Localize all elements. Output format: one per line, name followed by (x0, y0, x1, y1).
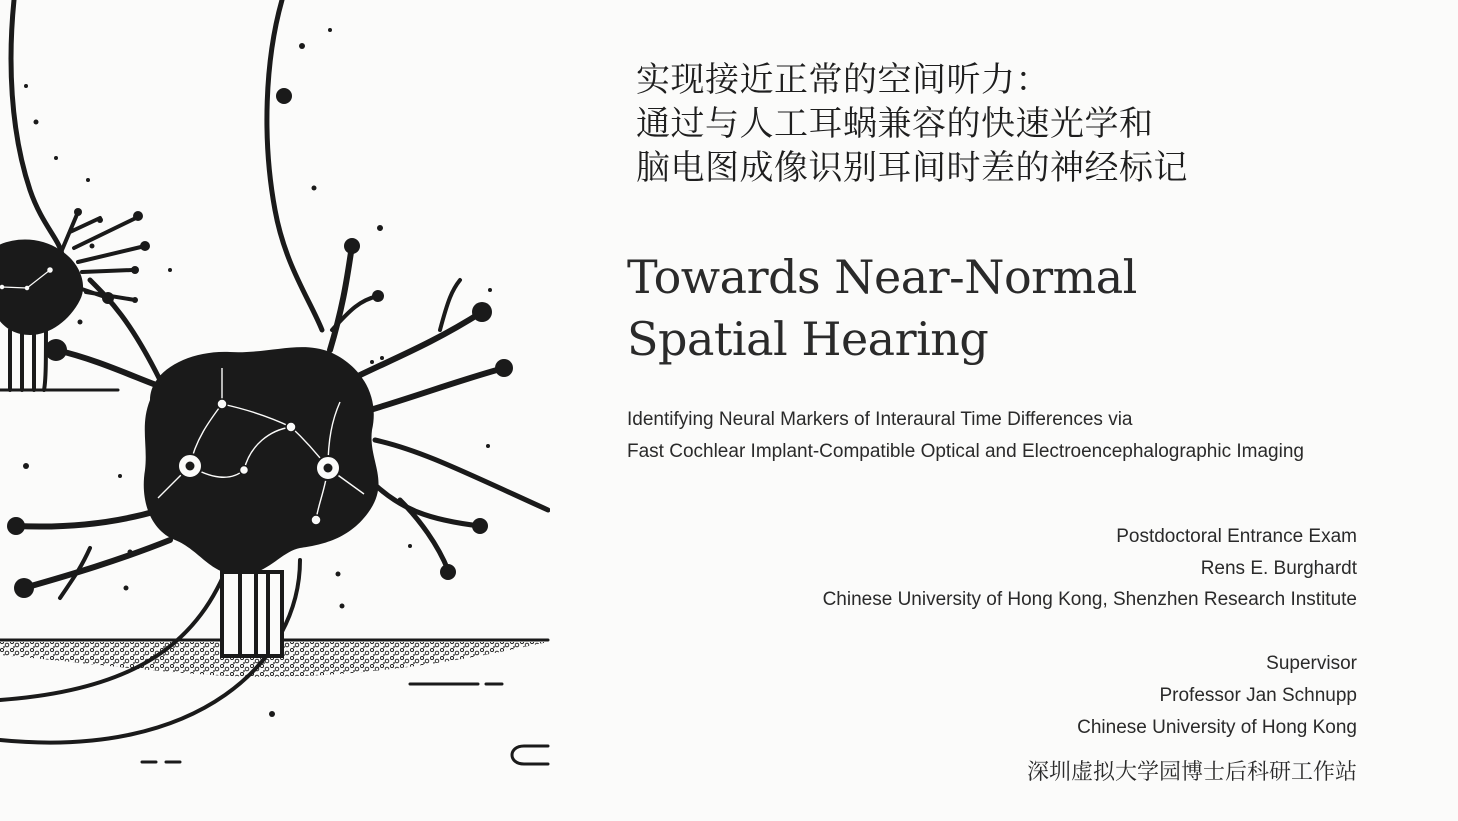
workstation-name: 深圳虚拟大学园博士后科研工作站 (1026, 760, 1357, 786)
english-title (627, 246, 1327, 370)
author-name: Rens E. Burghardt (1200, 557, 1357, 579)
exam-label: Postdoctoral Entrance Exam (1116, 526, 1357, 547)
supervisor-name: Professor Jan Schnupp (1159, 684, 1357, 706)
subtitle (627, 404, 1387, 468)
chinese-title-line: 实现接近正常的空间听力： (636, 60, 1050, 100)
english-title-line: Towards Near-Normal (627, 250, 1137, 304)
chinese-title (636, 58, 1256, 190)
author-info (757, 521, 1357, 789)
chinese-title-line: 脑电图成像识别耳间时差的神经标记 (636, 148, 1188, 188)
author-affiliation: Chinese University of Hong Kong, Shenzhen Research Institute (822, 589, 1357, 611)
supervisor-affiliation: Chinese University of Hong Kong (1077, 716, 1357, 738)
subtitle-line: Identifying Neural Markers of Interaural Time Differences via (627, 409, 1133, 430)
neuron-illustration (0, 0, 550, 821)
supervisor-label: Supervisor (1266, 653, 1357, 675)
subtitle-line: Fast Cochlear Implant-Compatible Optical and Electroencephalographic Imaging (627, 441, 1304, 462)
chinese-title-line: 通过与人工耳蜗兼容的快速光学和 (636, 104, 1154, 144)
english-title-line: Spatial Hearing (627, 312, 989, 366)
